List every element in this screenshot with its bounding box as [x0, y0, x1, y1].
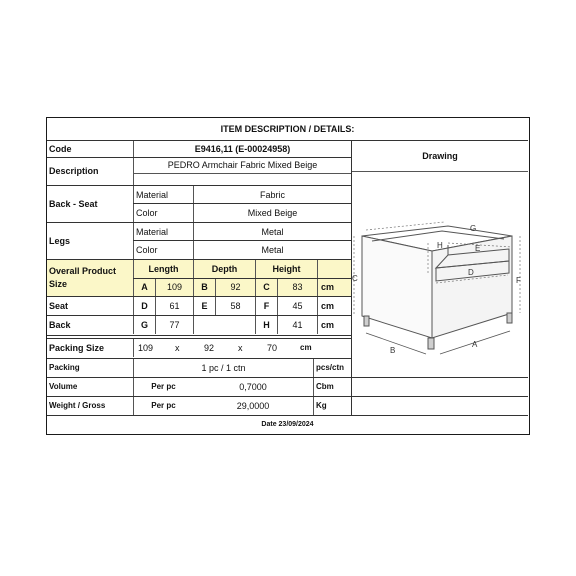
packing-label: Packing — [49, 363, 80, 372]
back-seat-color: Mixed Beige — [193, 204, 351, 222]
dim-unit-seat: cm — [317, 297, 351, 315]
item-details-sheet — [46, 117, 530, 435]
dim-key-b: B — [193, 279, 215, 296]
back-empty-cell — [193, 316, 255, 334]
drawing-label-d: D — [468, 268, 474, 277]
description-label: Description — [49, 166, 99, 176]
dim-key-f: F — [255, 297, 277, 315]
dim-value-e: 58 — [215, 297, 255, 315]
dim-value-g: 77 — [155, 316, 193, 334]
packing-size-label: Packing Size — [49, 342, 105, 353]
back-seat-label: Back - Seat — [49, 198, 98, 209]
back-seat-material: Fabric — [193, 186, 351, 204]
dim-value-a: 109 — [155, 279, 193, 296]
dim-value-h: 41 — [277, 316, 317, 334]
armchair-drawing — [352, 173, 528, 377]
footer-date: Date 23/09/2024 — [261, 421, 314, 428]
overall-size-label-line2: Size — [49, 279, 68, 289]
drawing-label-b: B — [390, 346, 396, 355]
packing-unit: pcs/ctn — [313, 359, 351, 377]
packing-width: 92 — [204, 342, 215, 353]
packing-length: 109 — [138, 342, 154, 353]
dim-value-c: 83 — [277, 279, 317, 296]
header-unit-spacer — [317, 260, 351, 278]
back-label: Back — [49, 319, 71, 330]
packing-size-values — [133, 339, 351, 357]
volume-value: 0,7000 — [239, 381, 267, 392]
drawing-label-a: A — [472, 340, 478, 349]
dim-key-a: A — [133, 279, 155, 296]
packing-height: 70 — [267, 342, 278, 353]
length-header: Length — [133, 260, 193, 278]
drawing-label-h: H — [437, 241, 443, 250]
overall-size-label-line1: Overall Product — [49, 266, 117, 276]
height-header: Height — [255, 260, 317, 278]
packing-x2: x — [238, 342, 243, 353]
volume-unit: Cbm — [313, 378, 351, 396]
drawing-label-f: F — [516, 276, 521, 285]
packing-value: 1 pc / 1 ctn — [133, 359, 313, 377]
dim-key-c: C — [255, 279, 277, 296]
description-value: PEDRO Armchair Fabric Mixed Beige — [133, 158, 351, 173]
dim-key-d: D — [133, 297, 155, 315]
legs-material: Metal — [193, 223, 351, 241]
packing-x1: x — [175, 342, 180, 353]
dim-unit-back: cm — [317, 316, 351, 334]
dim-value-b: 92 — [215, 279, 255, 296]
dim-unit-overall: cm — [317, 279, 351, 296]
drawing-label-c: C — [352, 274, 358, 283]
weight-unit: Kg — [313, 397, 351, 415]
legs-color-label: Color — [133, 241, 193, 259]
dim-key-g: G — [133, 316, 155, 334]
packing-size-unit: cm — [300, 343, 312, 352]
weight-value: 29,0000 — [236, 400, 270, 411]
drawing-label-g: G — [470, 224, 477, 233]
overall-size-label — [47, 260, 133, 296]
back-seat-color-label: Color — [133, 204, 193, 222]
drawing-label-e: E — [475, 244, 481, 253]
dim-key-e: E — [193, 297, 215, 315]
code-value: E9416,11 (E-00024958) — [133, 141, 351, 158]
legs-material-label: Material — [133, 223, 193, 241]
page-title: ITEM DESCRIPTION / DETAILS: — [220, 124, 355, 134]
weight-per: Per pc — [133, 397, 193, 415]
volume-per: Per pc — [133, 378, 193, 396]
volume-label: Volume — [49, 382, 78, 391]
dim-value-f: 45 — [277, 297, 317, 315]
legs-label: Legs — [49, 235, 71, 246]
description-extra — [133, 173, 351, 185]
legs-color: Metal — [193, 241, 351, 259]
back-seat-material-label: Material — [133, 186, 193, 204]
depth-header: Depth — [193, 260, 255, 278]
dim-key-h: H — [255, 316, 277, 334]
code-label: Code — [49, 144, 72, 154]
dim-value-d: 61 — [155, 297, 193, 315]
seat-label: Seat — [49, 300, 69, 311]
weight-label: Weight / Gross — [49, 401, 106, 410]
drawing-title: Drawing — [351, 141, 528, 172]
